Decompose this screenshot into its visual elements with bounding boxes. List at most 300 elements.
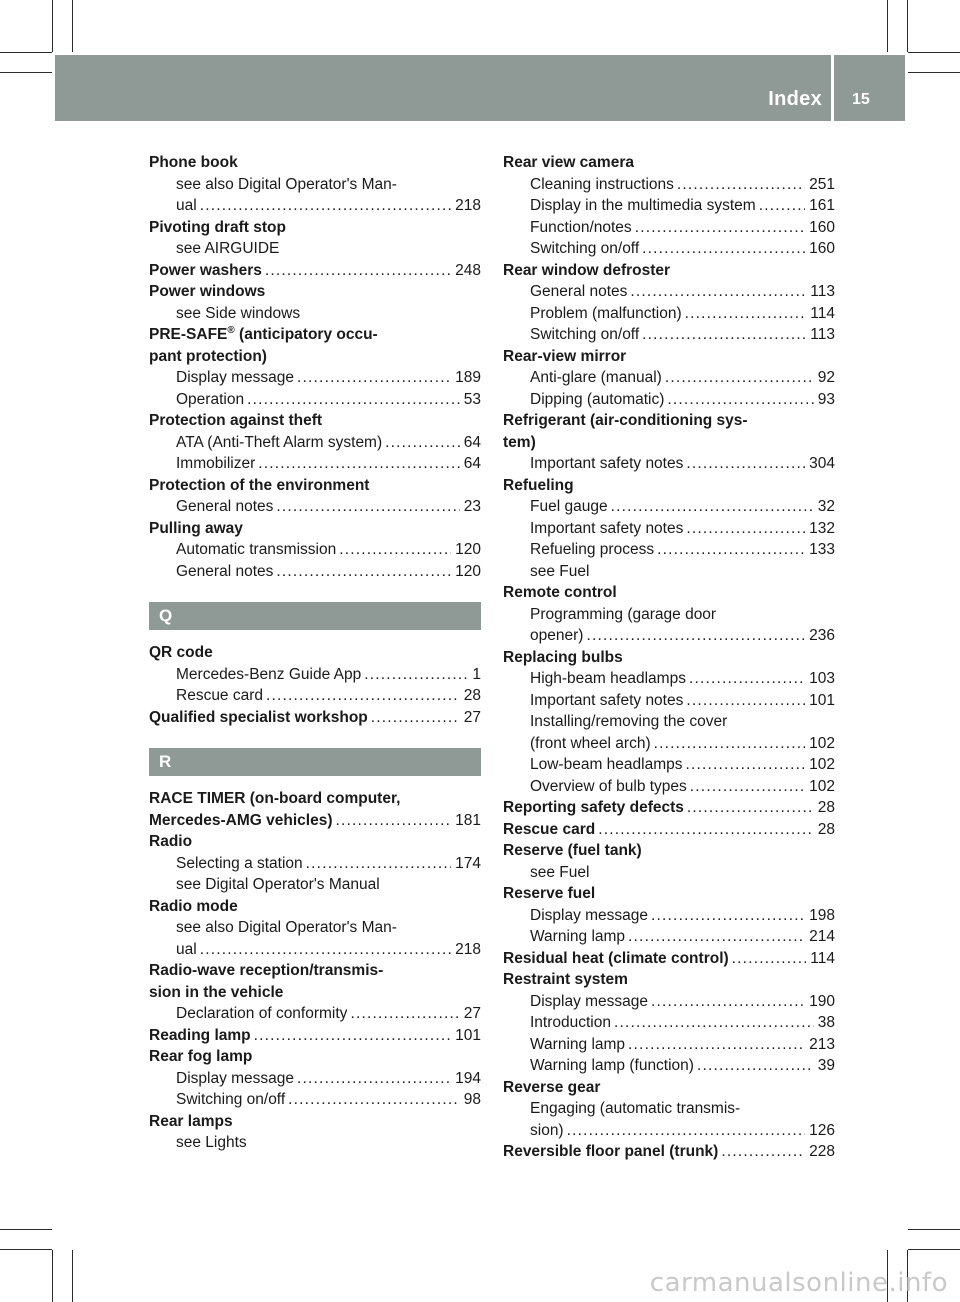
page-reference[interactable]: 218	[455, 940, 481, 958]
page-reference[interactable]: 92	[817, 369, 835, 386]
index-subentry[interactable]	[503, 625, 835, 647]
entry-text: see also Digital Operator's Man-	[176, 175, 397, 193]
entry-text: Automatic transmission	[176, 541, 337, 558]
entry-text: Radio mode	[149, 897, 238, 915]
index-heading[interactable]	[503, 1141, 835, 1163]
index-heading	[149, 217, 481, 239]
entry-text: Immobilizer	[176, 455, 256, 472]
entry-text: Protection against theft	[149, 412, 323, 429]
dot-leader	[721, 1141, 805, 1163]
entry-text: (front wheel arch)	[530, 734, 651, 752]
crop-mark	[0, 52, 52, 53]
dot-leader	[651, 905, 805, 927]
entry-text: Reporting safety defects	[503, 799, 684, 816]
index-heading	[503, 475, 835, 497]
dot-leader	[687, 797, 814, 819]
entry-text: Pivoting draft stop	[149, 218, 286, 236]
page-reference[interactable]: 198	[809, 906, 835, 924]
index-heading	[149, 518, 481, 540]
index-heading[interactable]	[149, 260, 481, 282]
dot-leader	[759, 195, 805, 217]
index-entry	[503, 1141, 835, 1163]
index-subentry[interactable]	[149, 685, 481, 707]
index-column-left	[149, 152, 481, 1154]
index-heading	[149, 831, 481, 853]
page-reference[interactable]: 218	[455, 197, 481, 214]
index-entry	[503, 969, 835, 1077]
index-heading	[149, 642, 481, 664]
index-heading	[149, 1111, 481, 1133]
index-subentry[interactable]	[503, 496, 835, 518]
index-subentry[interactable]	[503, 905, 835, 927]
dot-leader	[200, 939, 451, 961]
entry-text: Rear lamps	[149, 1112, 233, 1130]
entry-text: Switching on/off	[530, 326, 640, 343]
index-entry	[503, 346, 835, 411]
index-heading	[149, 475, 481, 497]
entry-text: Warning lamp	[530, 1035, 626, 1053]
crop-mark	[0, 1249, 52, 1250]
entry-text: Reserve (fuel tank)	[503, 842, 642, 859]
index-heading	[149, 1046, 481, 1068]
entry-text: Rescue card	[176, 687, 264, 704]
page-reference[interactable]: 28	[463, 687, 481, 704]
entry-text: Refueling process	[530, 541, 655, 558]
index-entry	[149, 831, 481, 896]
index-entry	[149, 1046, 481, 1111]
entry-text: General notes	[176, 498, 274, 515]
index-subentry[interactable]	[503, 303, 835, 325]
dot-leader	[628, 926, 805, 948]
index-subentry[interactable]	[503, 926, 835, 948]
entry-text: Warning lamp (function)	[530, 1057, 694, 1074]
entry-text: Power windows	[149, 283, 266, 300]
index-subentry	[503, 711, 835, 733]
entry-text: Reading lamp	[149, 1026, 251, 1044]
page-reference[interactable]: 113	[810, 326, 835, 343]
entry-text: Important safety notes	[530, 455, 684, 472]
entry-text: Reserve fuel	[503, 885, 596, 902]
crop-mark	[908, 52, 960, 53]
page-reference[interactable]: 53	[463, 390, 481, 408]
page-reference[interactable]: 64	[463, 433, 481, 451]
index-entry	[149, 260, 481, 282]
entry-text: Installing/removing the cover	[530, 713, 728, 730]
dot-leader	[686, 690, 805, 712]
index-subentry[interactable]	[149, 1003, 481, 1025]
index-subentry[interactable]	[149, 1089, 481, 1111]
page-reference[interactable]: 194	[455, 1069, 481, 1087]
index-heading[interactable]	[149, 810, 481, 832]
index-subentry[interactable]	[149, 853, 481, 875]
index-heading	[503, 432, 835, 454]
index-entry	[149, 896, 481, 961]
crop-mark	[0, 1229, 52, 1230]
crop-mark	[52, 0, 53, 52]
crop-mark	[72, 0, 73, 52]
entry-text: ATA (Anti-Theft Alarm system)	[176, 433, 383, 451]
entry-text: Operation	[176, 390, 245, 408]
page-reference[interactable]: 160	[809, 218, 835, 236]
page-reference[interactable]: 189	[455, 369, 481, 386]
entry-text: see AIRGUIDE	[176, 240, 280, 257]
entry-text: Declaration of conformity	[176, 1005, 348, 1022]
index-subentry[interactable]	[149, 1068, 481, 1090]
dot-leader	[567, 1120, 806, 1142]
entry-text: General notes	[530, 283, 628, 300]
dot-leader	[276, 496, 459, 518]
dot-leader	[297, 1068, 451, 1090]
index-heading	[149, 410, 481, 432]
index-subentry[interactable]	[503, 174, 835, 196]
page-reference[interactable]: 98	[463, 1091, 481, 1108]
entry-text: Cleaning instructions	[530, 175, 674, 193]
entry-text: Dipping (automatic)	[530, 390, 665, 408]
index-subentry[interactable]	[503, 776, 835, 798]
entry-text: Engaging (automatic transmis-	[530, 1100, 741, 1117]
index-heading	[149, 324, 481, 346]
index-entry	[149, 281, 481, 324]
dot-leader	[266, 685, 460, 707]
page-reference[interactable]: 228	[809, 1143, 835, 1160]
entry-text: opener)	[530, 627, 584, 644]
page-reference[interactable]: 1	[472, 665, 481, 683]
index-subentry	[149, 1132, 481, 1154]
page-reference[interactable]: 32	[817, 498, 835, 515]
index-heading	[503, 582, 835, 604]
page-reference[interactable]: 113	[810, 283, 835, 300]
index-subentry	[503, 604, 835, 626]
entry-text: sion in the vehicle	[149, 983, 284, 1001]
index-subentry[interactable]	[149, 195, 481, 217]
dot-leader	[288, 1089, 460, 1111]
index-subentry[interactable]	[503, 690, 835, 712]
dot-leader	[614, 1012, 814, 1034]
page-reference[interactable]: 102	[809, 734, 835, 752]
dot-leader	[686, 518, 805, 540]
index-subentry[interactable]	[149, 432, 481, 454]
page-reference[interactable]: 102	[809, 756, 835, 773]
page-reference[interactable]: 23	[463, 498, 481, 515]
page-reference[interactable]: 27	[463, 708, 481, 726]
index-subentry	[149, 303, 481, 325]
index-entry	[149, 152, 481, 217]
entry-text: Function/notes	[530, 218, 632, 236]
index-heading	[149, 788, 481, 810]
index-entry	[149, 642, 481, 707]
page-reference[interactable]: 114	[810, 304, 835, 322]
page-reference[interactable]: 304	[809, 455, 835, 472]
dot-leader	[254, 1025, 451, 1047]
page-reference[interactable]: 213	[809, 1035, 835, 1053]
entry-text: see Side windows	[176, 304, 301, 322]
entry-text: Display message	[530, 906, 649, 924]
entry-text: PRE-SAFE® (anticipatory occu-	[149, 324, 378, 343]
index-heading	[149, 982, 481, 1004]
page-reference[interactable]: 126	[809, 1121, 835, 1139]
entry-text: Rear window defroster	[503, 261, 671, 279]
index-entry	[503, 260, 835, 346]
index-heading	[149, 896, 481, 918]
index-heading	[503, 260, 835, 282]
index-heading	[503, 647, 835, 669]
entry-text: Display in the multimedia system	[530, 197, 756, 214]
dot-leader	[339, 539, 451, 561]
index-column-right	[503, 152, 835, 1163]
page-reference[interactable]: 214	[809, 928, 835, 945]
page-number: 15	[852, 91, 870, 108]
index-subentry[interactable]	[503, 1034, 835, 1056]
entry-text: Fuel gauge	[530, 498, 608, 515]
index-entry	[503, 883, 835, 948]
page-reference[interactable]: 174	[455, 854, 481, 872]
entry-text: General notes	[176, 562, 274, 580]
dot-leader	[586, 625, 805, 647]
entry-text: Restraint system	[503, 971, 628, 988]
entry-text: see Lights	[176, 1134, 247, 1151]
index-heading	[149, 346, 481, 368]
dot-leader	[630, 281, 806, 303]
entry-text: Display message	[176, 369, 295, 386]
index-heading	[503, 969, 835, 991]
crop-mark	[908, 1229, 960, 1230]
index-subentry[interactable]	[149, 561, 481, 583]
entry-text: Reverse gear	[503, 1078, 601, 1096]
entry-text: Display message	[530, 992, 649, 1010]
index-subentry[interactable]	[149, 367, 481, 389]
index-subentry[interactable]	[503, 195, 835, 217]
crop-mark	[72, 1250, 73, 1302]
entry-text: Refueling	[503, 476, 574, 494]
entry-text: see Fuel	[530, 863, 590, 881]
entry-text: tem)	[503, 433, 536, 451]
index-entry	[503, 840, 835, 883]
index-subentry	[503, 862, 835, 884]
index-subentry[interactable]	[503, 668, 835, 690]
entry-text: Mercedes-Benz Guide App	[176, 665, 362, 683]
index-heading[interactable]	[503, 797, 835, 819]
entry-text: Qualified specialist workshop	[149, 708, 368, 726]
index-subentry[interactable]	[503, 1120, 835, 1142]
page-reference[interactable]: 39	[817, 1057, 835, 1074]
page-reference[interactable]: 28	[817, 799, 835, 816]
entry-text: Switching on/off	[176, 1091, 286, 1108]
dot-leader	[200, 195, 451, 217]
dot-leader	[657, 539, 805, 561]
entry-text: Problem (malfunction)	[530, 304, 682, 322]
dot-leader	[247, 389, 460, 411]
page-reference[interactable]: 181	[455, 811, 481, 829]
page-reference[interactable]: 103	[809, 670, 835, 687]
page-reference[interactable]: 114	[810, 949, 835, 967]
index-subentry[interactable]	[503, 217, 835, 239]
entry-text: RACE TIMER (on-board computer,	[149, 790, 401, 807]
entry-text: Low-beam headlamps	[530, 756, 683, 773]
entry-text: Display message	[176, 1069, 295, 1087]
dot-leader	[265, 260, 451, 282]
dot-leader	[685, 303, 807, 325]
index-subentry[interactable]	[503, 1055, 835, 1077]
index-entry	[149, 1025, 481, 1047]
index-entry	[149, 410, 481, 475]
index-heading[interactable]	[149, 707, 481, 729]
entry-text: QR code	[149, 644, 213, 661]
dot-leader	[297, 367, 451, 389]
index-subentry[interactable]	[149, 664, 481, 686]
page-reference[interactable]: 28	[817, 820, 835, 838]
entry-text: Rescue card	[503, 820, 596, 838]
index-heading	[503, 1077, 835, 1099]
header-divider	[831, 55, 834, 121]
page-reference[interactable]: 132	[809, 519, 835, 537]
index-entry	[149, 518, 481, 583]
index-subentry[interactable]	[149, 453, 481, 475]
index-subentry[interactable]	[503, 1012, 835, 1034]
dot-leader	[258, 453, 460, 475]
dot-leader	[385, 432, 460, 454]
dot-leader	[732, 948, 807, 970]
index-entry	[503, 475, 835, 583]
index-entry	[149, 217, 481, 260]
index-subentry[interactable]	[503, 281, 835, 303]
dot-leader	[350, 1003, 459, 1025]
entry-text: Important safety notes	[530, 519, 684, 537]
entry-text: Rear fog lamp	[149, 1048, 253, 1065]
page-reference[interactable]: 64	[463, 455, 481, 472]
crop-mark	[0, 72, 52, 73]
index-entry	[149, 788, 481, 831]
entry-text: Anti-glare (manual)	[530, 369, 662, 386]
entry-text: see Fuel	[530, 562, 590, 580]
page-reference[interactable]: 236	[809, 627, 835, 644]
dot-leader	[306, 853, 451, 875]
index-heading[interactable]	[149, 1025, 481, 1047]
page-reference[interactable]: 38	[817, 1014, 835, 1031]
index-heading	[149, 152, 481, 174]
index-heading	[503, 346, 835, 368]
index-subentry[interactable]	[503, 324, 835, 346]
index-subentry[interactable]	[149, 389, 481, 411]
page-reference[interactable]: 251	[809, 175, 835, 193]
page-reference[interactable]: 120	[455, 562, 481, 580]
dot-leader	[697, 1055, 814, 1077]
index-heading[interactable]	[503, 948, 835, 970]
dot-leader	[364, 664, 468, 686]
index-subentry[interactable]	[503, 754, 835, 776]
page-reference[interactable]: 93	[817, 390, 835, 408]
dot-leader	[598, 819, 814, 841]
dot-leader	[686, 754, 806, 776]
index-entry	[149, 324, 481, 410]
page-reference[interactable]: 120	[455, 541, 481, 558]
index-subentry	[149, 174, 481, 196]
dot-leader	[635, 217, 805, 239]
index-subentry[interactable]	[149, 496, 481, 518]
entry-text: ual	[176, 940, 197, 958]
index-heading	[503, 840, 835, 862]
index-heading	[149, 960, 481, 982]
index-subentry[interactable]	[503, 238, 835, 260]
index-subentry	[149, 874, 481, 896]
entry-text: Remote control	[503, 584, 617, 601]
crop-mark	[908, 1249, 960, 1250]
index-subentry[interactable]	[503, 733, 835, 755]
dot-leader	[654, 733, 806, 755]
index-entry	[149, 1111, 481, 1154]
entry-text: Important safety notes	[530, 691, 684, 709]
dot-leader	[642, 324, 806, 346]
page-reference[interactable]: 101	[455, 1026, 481, 1044]
dot-leader	[689, 668, 805, 690]
index-subentry	[503, 1098, 835, 1120]
entry-text: Radio	[149, 833, 193, 850]
entry-text: see Digital Operator's Manual	[176, 876, 380, 893]
dot-leader	[336, 810, 452, 832]
index-subentry[interactable]	[149, 939, 481, 961]
index-entry	[503, 797, 835, 819]
index-entry	[149, 707, 481, 729]
crop-mark	[887, 0, 888, 52]
page-reference[interactable]: 160	[809, 240, 835, 257]
index-heading	[149, 281, 481, 303]
letter-heading-q: Q	[149, 602, 481, 630]
index-subentry[interactable]	[503, 518, 835, 540]
index-entry	[503, 582, 835, 647]
crop-mark	[52, 1250, 53, 1302]
index-entry	[503, 819, 835, 841]
index-entry	[149, 475, 481, 518]
entry-text: Phone book	[149, 154, 238, 171]
dot-leader	[686, 453, 805, 475]
dot-leader	[611, 496, 814, 518]
page-reference[interactable]: 101	[809, 691, 835, 709]
dot-leader	[642, 238, 805, 260]
index-subentry	[149, 238, 481, 260]
index-subentry[interactable]	[503, 367, 835, 389]
index-subentry[interactable]	[503, 991, 835, 1013]
page-reference[interactable]: 27	[463, 1005, 481, 1022]
index-subentry[interactable]	[503, 453, 835, 475]
index-entry	[503, 410, 835, 475]
dot-leader	[690, 776, 805, 798]
index-subentry	[503, 561, 835, 583]
index-entry	[503, 1077, 835, 1142]
page-reference[interactable]: 161	[809, 197, 835, 214]
letter-heading-r: R	[149, 748, 481, 776]
index-subentry[interactable]	[503, 389, 835, 411]
entry-text: Refrigerant (air-conditioning sys-	[503, 412, 748, 429]
page-reference[interactable]: 133	[809, 541, 835, 558]
index-entry	[149, 960, 481, 1025]
page-reference[interactable]: 248	[455, 261, 481, 279]
entry-text: Switching on/off	[530, 240, 640, 257]
index-heading	[503, 152, 835, 174]
index-heading[interactable]	[503, 819, 835, 841]
entry-text: Selecting a station	[176, 854, 303, 872]
dot-leader	[651, 991, 805, 1013]
page-reference[interactable]: 190	[809, 992, 835, 1010]
dot-leader	[371, 707, 460, 729]
page-title: Index	[768, 88, 822, 110]
entry-text: High-beam headlamps	[530, 670, 686, 687]
entry-text: Residual heat (climate control)	[503, 949, 729, 967]
page-reference[interactable]: 102	[809, 777, 835, 795]
dot-leader	[677, 174, 805, 196]
dot-leader	[276, 561, 451, 583]
index-subentry[interactable]	[503, 539, 835, 561]
index-subentry[interactable]	[149, 539, 481, 561]
entry-text: Rear-view mirror	[503, 347, 627, 365]
